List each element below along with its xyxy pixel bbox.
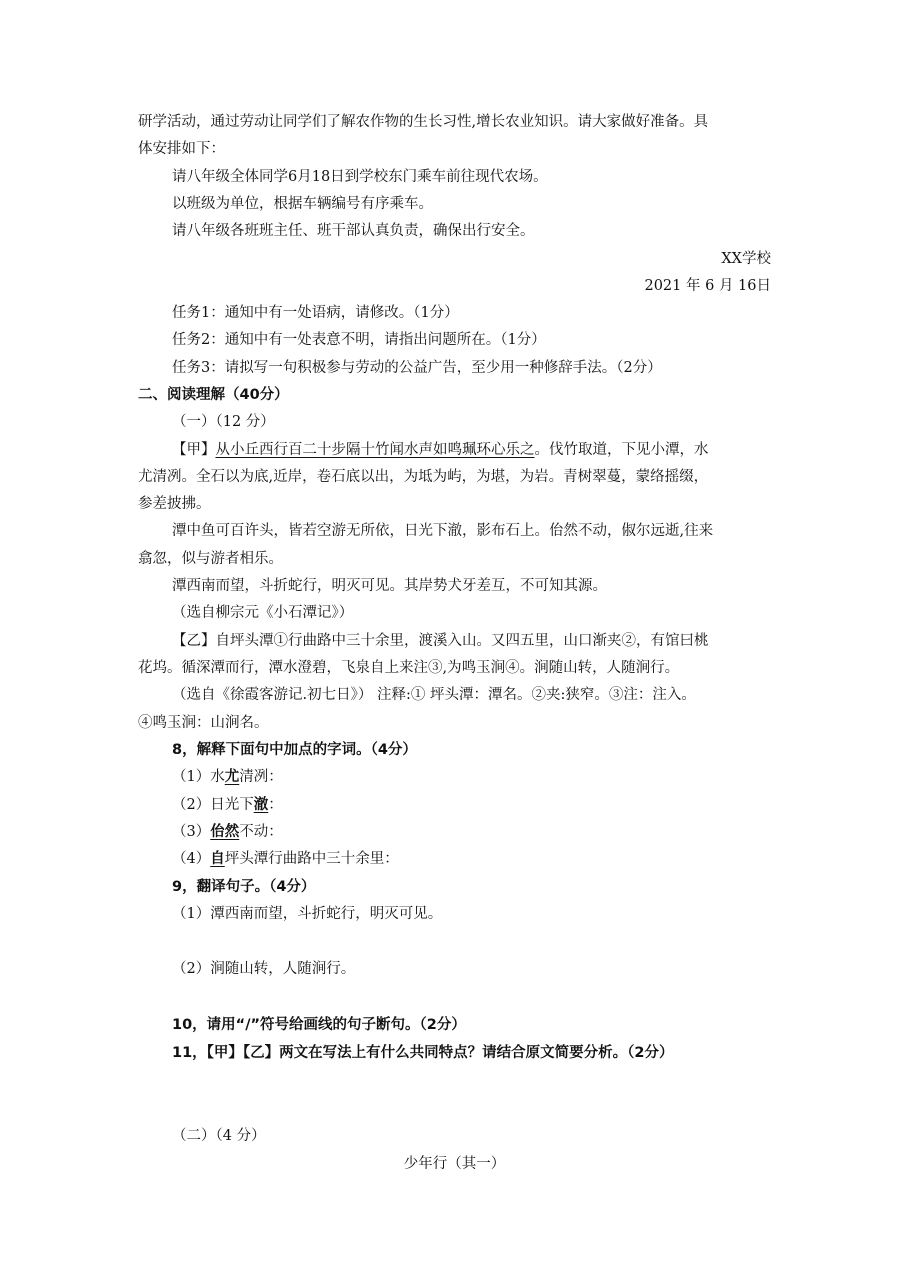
notice-item-3: 请八年级各班班主任、班干部认真负责，确保出行安全。 xyxy=(172,223,535,239)
source-2-line-2: ④鸣玉涧：山涧名。 xyxy=(138,715,269,731)
notice-item-1: 请八年级全体同学6月18日到学校东门乘车前往现代农场。 xyxy=(172,169,548,185)
notice-signer: XX学校 xyxy=(721,251,771,267)
notice-line-1: 研学活动，通过劳动让同学们了解农作物的生长习性,增长农业知识。请大家做好准备。具 xyxy=(138,114,709,130)
source-1: （选自柳宗元《小石潭记》） xyxy=(172,605,354,621)
jia-line-1 xyxy=(172,440,709,460)
notice-line-2: 体安排如下： xyxy=(138,141,225,157)
task-1: 任务1：通知中有一处语病，请修改。（1分） xyxy=(172,305,459,321)
section-heading: 二、阅读理解（40分） xyxy=(138,387,289,403)
task-3: 任务3：请拟写一句积极参与劳动的公益广告，至少用一种修辞手法。（2分） xyxy=(172,360,662,376)
q11: 11，【甲】【乙】两文在写法上有什么共同特点？请结合原文简要分析。（2分） xyxy=(172,1045,674,1061)
jia-prefix: 【甲】 xyxy=(172,442,216,458)
key-word: 澈 xyxy=(253,796,269,813)
task-2: 任务2：通知中有一处表意不明，请指出问题所在。（1分） xyxy=(172,332,546,348)
yi-line-2: 花坞。循深潭而行，潭水澄碧，飞泉自上来注③,为鸣玉涧④。涧随山转，人随涧行。 xyxy=(138,660,680,676)
q9-title: 9，翻译句子。（4分） xyxy=(172,879,316,895)
key-word: 自 xyxy=(210,850,225,867)
para2-line-2: 翕忽，似与游者相乐。 xyxy=(138,551,283,567)
jia-underlined-sentence: 从小丘西行百二十步隔十竹闻水声如鸣珮环心乐之 xyxy=(215,442,535,458)
q9-sentence-2: （2）涧随山转，人随涧行。 xyxy=(172,961,356,977)
q9-sentence-1: （1）潭西南而望，斗折蛇行，明灭可见。 xyxy=(172,906,443,922)
q8-item-1: （1）水尤清冽： xyxy=(172,768,283,785)
q8-title: 8，解释下面句中加点的字词。（4分） xyxy=(172,742,417,758)
key-word: 佁然 xyxy=(210,823,240,840)
notice-item-2: 以班级为单位，根据车辆编号有序乘车。 xyxy=(172,196,433,212)
poem-title: 少年行（其一） xyxy=(403,1156,506,1172)
q8-item-4: （4）自坪头潭行曲路中三十余里： xyxy=(172,850,399,867)
q8-item-3: （3）佁然不动： xyxy=(172,823,283,840)
para3: 潭西南而望，斗折蛇行，明灭可见。其岸势犬牙差互，不可知其源。 xyxy=(172,578,607,594)
yi-line-1: 【乙】自坪头潭①行曲路中三十余里，渡溪入山。又四五里，山口渐夹②，有馆曰桃 xyxy=(172,633,709,649)
jia-line-2: 尤清冽。全石以为底,近岸，卷石底以出，为坻为屿，为堪，为岩。青树翠蔓，蒙络摇缀， xyxy=(138,469,709,485)
key-word: 尤 xyxy=(224,768,240,785)
jia-line-3: 参差披拂。 xyxy=(138,496,211,512)
part2-label: （二）（4 分） xyxy=(172,1128,266,1144)
para2-line-1: 潭中鱼可百许头，皆若空游无所依，日光下澈，影布石上。佁然不动，俶尔远逝,往来 xyxy=(172,523,714,539)
q8-item-2: （2）日光下澈： xyxy=(172,796,283,813)
source-2-line-1: （选自《徐霞客游记.初七日》） 注释:① 坪头潭：潭名。②夹:狭窄。③注：注入。 xyxy=(172,687,696,703)
part1-label: （一）（12 分） xyxy=(172,414,275,430)
q10: 10，请用“/”符号给画线的句子断句。（2分） xyxy=(172,1017,466,1033)
jia-rest: 。伐竹取道，下见小潭，水 xyxy=(534,442,709,458)
notice-date: 2021 年 6 月 16日 xyxy=(644,278,771,294)
